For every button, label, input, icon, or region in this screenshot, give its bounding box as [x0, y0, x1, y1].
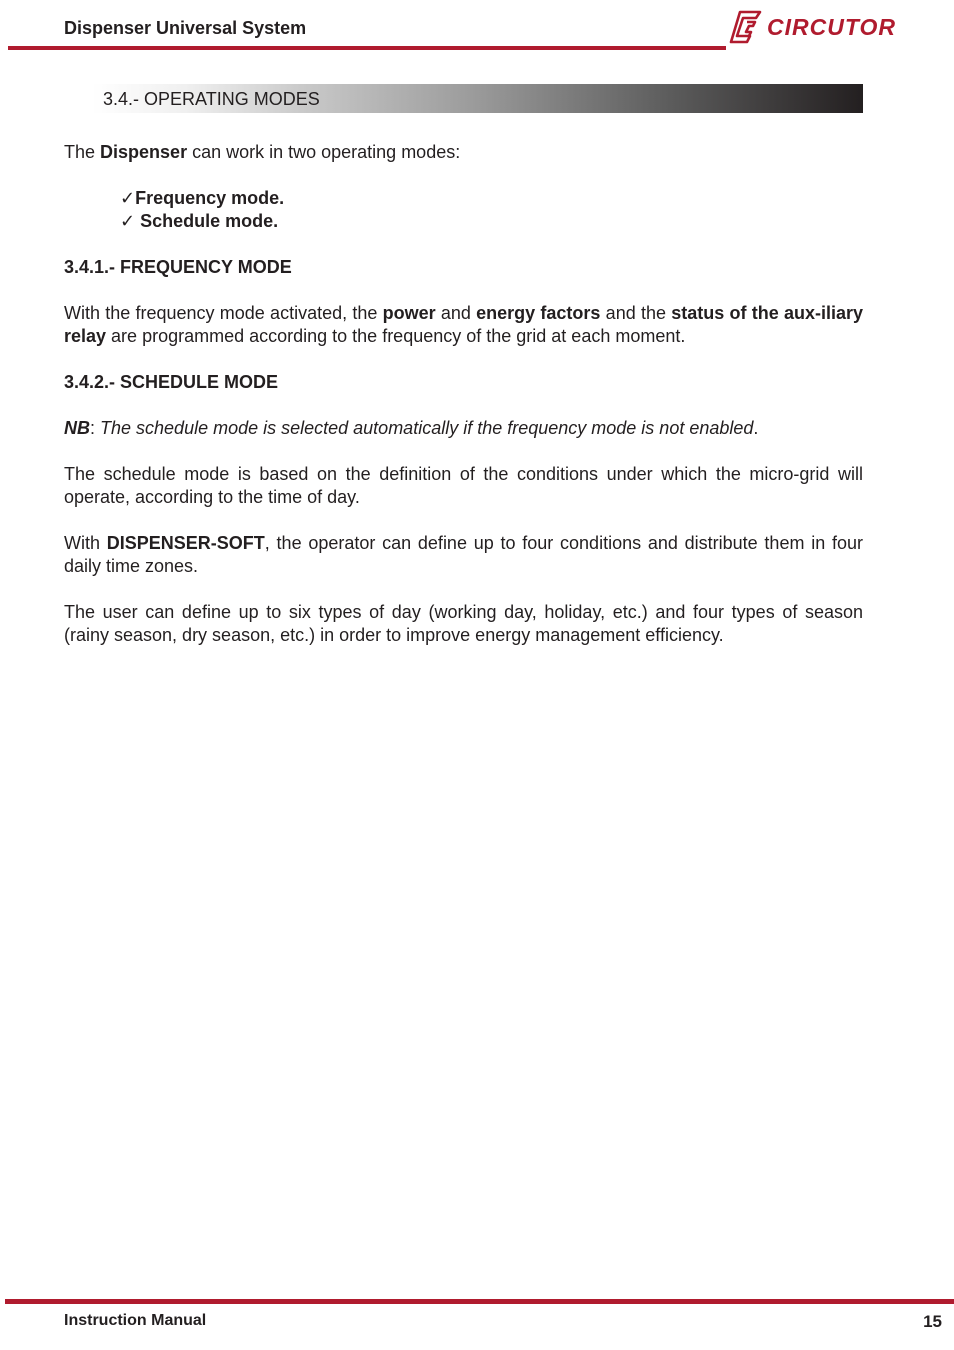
- circutor-logo: [728, 9, 910, 45]
- mode-list: [120, 187, 863, 233]
- nb-text: The schedule mode is selected automatically if the frequency mode is not enabled: [100, 418, 754, 438]
- text-run: With: [64, 533, 107, 553]
- section-title: 3.4.- OPERATING MODES: [103, 89, 320, 109]
- bold-relay-status: status of the aux-iliary relay: [64, 303, 863, 346]
- check-icon: ✓: [120, 188, 136, 208]
- list-item: [120, 210, 863, 233]
- text-run: With the frequency mode activated, the: [64, 303, 383, 323]
- mode-label: Schedule mode.: [140, 211, 279, 231]
- footer-rule: [5, 1299, 954, 1304]
- text-run: and the: [600, 303, 672, 323]
- footer-label: Instruction Manual: [64, 1312, 207, 1329]
- schedule-paragraph-2: [64, 532, 863, 578]
- document-title: Dispenser Universal System: [64, 18, 307, 38]
- bold-power: power: [382, 303, 436, 323]
- nb-note: [64, 417, 863, 440]
- schedule-paragraph-1: The schedule mode is based on the definition of the conditions under which the micro-grid will operate, according to the time of day.: [64, 464, 863, 507]
- intro-text: The: [64, 142, 101, 162]
- nb-label: NB: [64, 418, 90, 438]
- bold-energy-factors: energy factors: [476, 303, 601, 323]
- check-icon: ✓: [120, 211, 141, 231]
- bold-dispenser-soft: DISPENSER-SOFT: [106, 533, 265, 553]
- section-heading-bar: [92, 84, 863, 113]
- mode-label: Frequency mode.: [135, 188, 285, 208]
- header-rule: [8, 46, 726, 50]
- schedule-mode-heading: 3.4.2.- SCHEDULE MODE: [64, 372, 279, 392]
- intro-bold: Dispenser: [100, 142, 188, 162]
- nb-separator: :: [90, 418, 101, 438]
- frequency-mode-heading: 3.4.1.- FREQUENCY MODE: [64, 257, 292, 277]
- intro-text-end: can work in two operating modes:: [187, 142, 461, 162]
- page-number: 15: [923, 1312, 942, 1331]
- frequency-mode-paragraph: [64, 302, 863, 348]
- intro-paragraph: [64, 141, 863, 164]
- text-run: and: [435, 303, 477, 323]
- schedule-paragraph-3: The user can define up to six types of day (working day, holiday, etc.) and four types of season (rainy season, dry season, etc.) in order to improve energy management efficiency.: [64, 602, 863, 645]
- nb-end: .: [753, 418, 759, 438]
- logo-wordmark: CIRCUTOR: [767, 14, 896, 40]
- text-run: , the operator can define up to four conditions and distribute them in four daily time zones.: [64, 533, 863, 576]
- text-run: are programmed according to the frequency of the grid at each moment.: [106, 326, 686, 346]
- page-body: [64, 141, 863, 670]
- list-item: [120, 187, 863, 210]
